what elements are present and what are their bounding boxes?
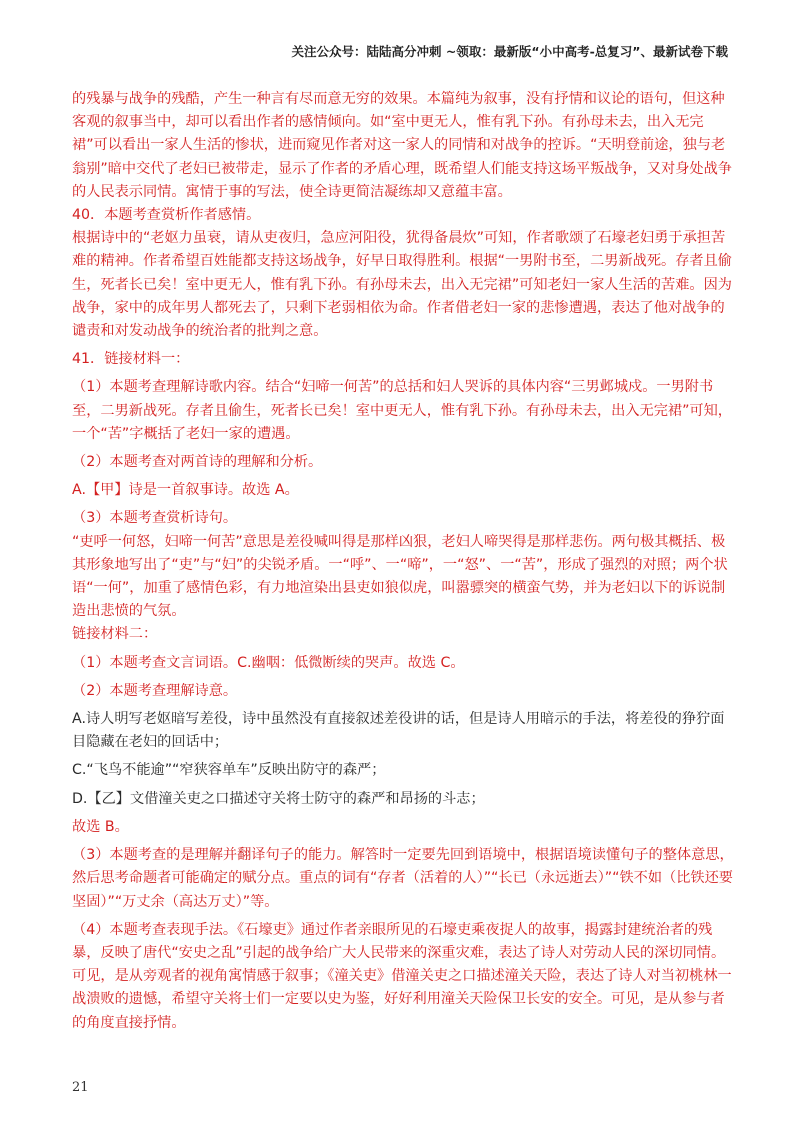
material-2-item-2-answer: 故选 B。 (72, 818, 129, 835)
page-header: 关注公众号：陆陆高分冲刺 ~领取：最新版“小中高考-总复习”、最新试卷下载 (291, 44, 728, 59)
material-2-item-4: （4）本题考查表现手法。《石壕吏》通过作者亲眼所见的石壕吏乘夜捉人的故事，揭露封建统治者的残暴，反映了唐代“安史之乱”引起的战争给广大人民带来的深重灾难，表达了诗人对劳动人民的深切同情。可见，是从旁观者的视角寓情感于叙事；《潼关吏》借潼关吏之口描述潼关天险，表达了诗人对当初桃林一战溃败的遗憾，希望守关将士们一定要以史为鉴，好好利用潼关天险保卫长安的安全。可见，是从参与者的角度直接抒情。 (72, 921, 732, 1031)
question-41-heading: 41．链接材料一： (72, 351, 190, 368)
material-2-item-2-option-c: C.“飞鸟不能逾”“窄狭容单车”反映出防守的森严； (72, 762, 386, 779)
question-40-answer: 根据诗中的“老妪力虽衰，请从吏夜归，急应河阳役，犹得备晨炊”可知，作者歌颂了石壕老妇勇于承担苦难的精神。作者希望百姓能都支持这场战争，好早日取得胜利。根据“一男附书至，二男新战死。存者且偷生，死者长已矣！室中更无人，惟有乳下孙。有孙母未去，出入无完裙”可知老妇一家人生活的苦难。因为战争，家中的成年男人都死去了，只剩下老弱相依为命。作者借老妇一家的悲惨遭遇，表达了他对战争的谴责和对发动战争的统治者的批判之意。 (72, 230, 732, 340)
material-2-item-2-option-d: D.【乙】文借潼关吏之口描述守关将士防守的森严和昂扬的斗志； (72, 790, 485, 807)
material-1-item-3: （3）本题考查赏析诗句。 (72, 510, 238, 527)
material-1-item-2: （2）本题考查对两首诗的理解和分析。 (72, 454, 323, 471)
paragraph-39-continued: 的残暴与战争的残酷，产生一种言有尽而意无穷的效果。本篇纯为叙事，没有抒情和议论的语句，但这种客观的叙事当中，却可以看出作者的感情倾向。如“室中更无人，惟有乳下孙。有孙母未去，出入无完裙”可以看出一家人生活的惨状，进而窥见作者对这一家人的同情和对战争的控诉。“天明登前途，独与老翁别”暗中交代了老妇已被带走，显示了作者的矛盾心理，既希望人们能支持这场平叛战争，又对身处战争的人民表示同情。寓情于事的写法，使全诗更简洁凝练却又意蕴丰富。 (72, 91, 732, 200)
material-2-item-2: （2）本题考查理解诗意。 (72, 682, 238, 699)
question-40-heading: 40．本题考查赏析作者感情。 (72, 207, 261, 224)
material-1-item-2-answer: A.【甲】诗是一首叙事诗。故选 A。 (72, 482, 299, 499)
material-2-heading: 链接材料二： (72, 626, 158, 643)
material-1-item-1: （1）本题考查理解诗歌内容。结合“妇啼一何苦”的总括和妇人哭诉的具体内容“三男邺城戍。一男附书至，二男新战死。存者且偷生，死者长已矣！室中更无人，惟有乳下孙。有孙母未去，出入无完裙”可知，一个“苦”字概括了老妇一家的遭遇。 (72, 379, 732, 442)
answer-content (72, 88, 736, 1035)
material-1-item-3-answer: “吏呼一何怒，妇啼一何苦”意思是差役喊叫得是那样凶狠，老妇人啼哭得是那样悲伤。两句极其概括、极其形象地写出了“吏”与“妇”的尖锐矛盾。一“呼”、一“啼”，一“怒”、一“苦”，形成了强烈的对照；两个状语“一何”，加重了感情色彩，有力地渲染出县吏如狼似虎，叫嚣骠突的横蛮气势，并为老妇以下的诉说制造出悲愤的气氛。 (72, 533, 728, 620)
page-number: 21 (72, 1080, 89, 1095)
material-2-item-1: （1）本题考查文言词语。C.幽咽：低微断续的哭声。故选 C。 (72, 654, 465, 671)
material-2-item-2-option-a: A.诗人明写老妪暗写差役，诗中虽然没有直接叙述差役讲的话，但是诗人用暗示的手法，将差役的狰狞面目隐藏在老妇的回话中； (72, 711, 725, 751)
material-2-item-3: （3）本题考查的是理解并翻译句子的能力。解答时一定要先回到语境中，根据语境读懂句子的整体意思，然后思考命题者可能确定的赋分点。重点的词有“存者（活着的人）”“长已（永远逝去）”“铁不如（比铁还要坚固）”“万丈余（高达万丈）”等。 (72, 847, 734, 910)
